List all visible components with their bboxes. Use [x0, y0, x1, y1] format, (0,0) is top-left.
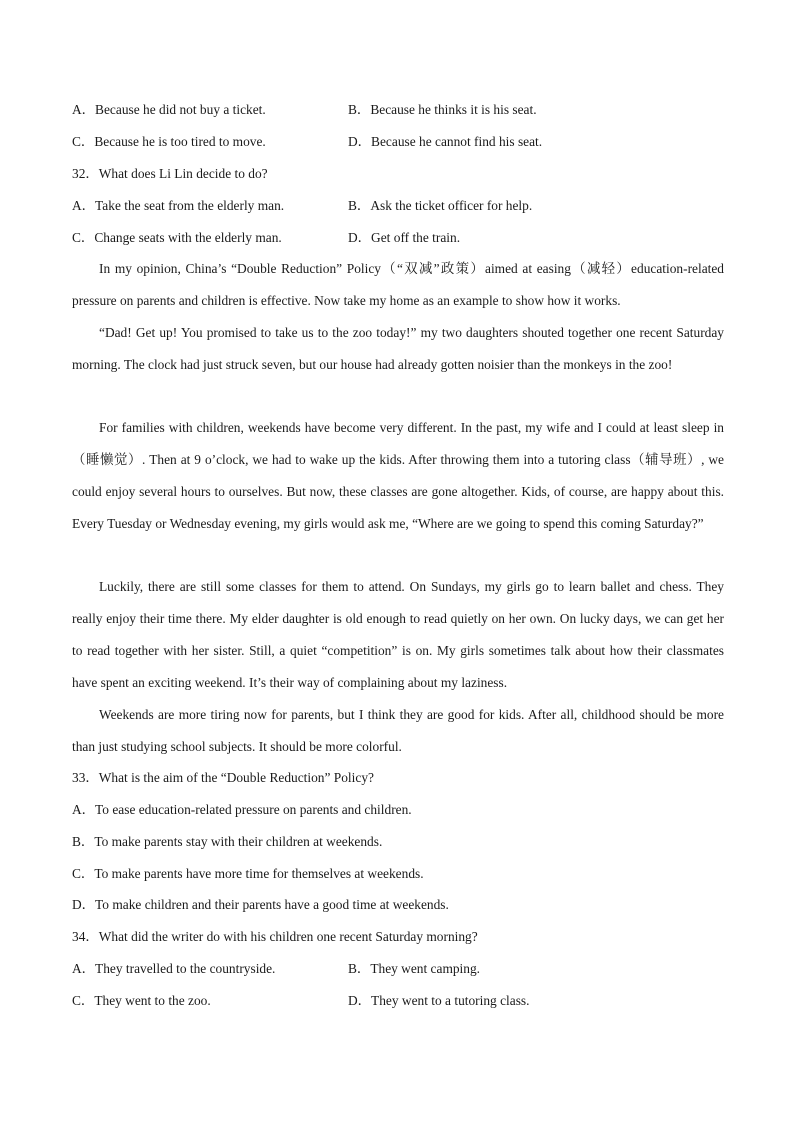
q34-option-a[interactable]: A．They travelled to the countryside. — [72, 961, 276, 976]
q32-option-b[interactable]: B．Ask the ticket officer for help. — [348, 198, 533, 213]
q32-question: 32．What does Li Lin decide to do? — [72, 166, 268, 181]
q31-option-a[interactable]: A．Because he did not buy a ticket. — [72, 102, 266, 117]
q34-options-row-1 — [72, 959, 724, 979]
q33-option-b[interactable]: B．To make parents stay with their children at weekends. — [72, 834, 383, 849]
q32-options-row-1 — [72, 196, 724, 216]
passage-paragraph-4: Luckily, there are still some classes for them to attend. On Sundays, my girls go to learn ballet and chess. They really enjoy their time there. My elder daughter is old enough to read quietly on her own. On lucky days, we can get her to read together with her sister. Still, a quiet “competition” is on. My girls sometimes talk about how their classmates have spent an exciting weekend. It’s their way of complaining about my laziness. — [72, 579, 724, 690]
q32-option-a[interactable]: A．Take the seat from the elderly man. — [72, 198, 285, 213]
passage-paragraph-1: In my opinion, China’s “Double Reduction” Policy（“双减”政策）aimed at easing（减轻）education-related pressure on parents and children is effective. Now take my home as an example to show how it works. — [72, 261, 724, 308]
passage-paragraph-2: “Dad! Get up! You promised to take us to the zoo today!” my two daughters shouted together one recent Saturday morning. The clock had just struck seven, but our house had already gotten noisier than the monkeys in the zoo! — [72, 325, 724, 372]
q34-option-d[interactable]: D．They went to a tutoring class. — [348, 993, 530, 1008]
q34-option-b[interactable]: B．They went camping. — [348, 961, 481, 976]
q34-option-c[interactable]: C．They went to the zoo. — [72, 993, 211, 1008]
q31-option-c[interactable]: C．Because he is too tired to move. — [72, 134, 266, 149]
q32-options-row-2 — [72, 228, 724, 248]
q32-option-d[interactable]: D．Get off the train. — [348, 230, 461, 245]
q33-question: 33．What is the aim of the “Double Reduction” Policy? — [72, 770, 374, 785]
q33-option-c[interactable]: C．To make parents have more time for themselves at weekends. — [72, 866, 424, 881]
passage-paragraph-3: For families with children, weekends have become very different. In the past, my wife and I could at least sleep in（睡懒觉）. Then at 9 o’clock, we had to wake up the kids. After throwing them into a tutoring class（辅导班）, we could enjoy several hours to ourselves. But now, these classes are gone altogether. Kids, of course, are happy about this. Every Tuesday or Wednesday evening, my girls would ask me, “Where are we going to spend this coming Saturday?” — [72, 420, 724, 531]
q33-option-d[interactable]: D．To make children and their parents have a good time at weekends. — [72, 897, 449, 912]
q31-option-d[interactable]: D．Because he cannot find his seat. — [348, 134, 543, 149]
q32-option-c[interactable]: C．Change seats with the elderly man. — [72, 230, 282, 245]
q33-option-a[interactable]: A．To ease education-related pressure on parents and children. — [72, 802, 412, 817]
q31-option-b[interactable]: B．Because he thinks it is his seat. — [348, 102, 537, 117]
q34-question: 34．What did the writer do with his children one recent Saturday morning? — [72, 929, 478, 944]
q31-options-row-2 — [72, 132, 724, 152]
q34-options-row-2 — [72, 991, 724, 1011]
q31-options-row-1 — [72, 100, 724, 120]
passage-paragraph-5: Weekends are more tiring now for parents, but I think they are good for kids. After all, childhood should be more than just studying school subjects. It should be more colorful. — [72, 707, 724, 754]
